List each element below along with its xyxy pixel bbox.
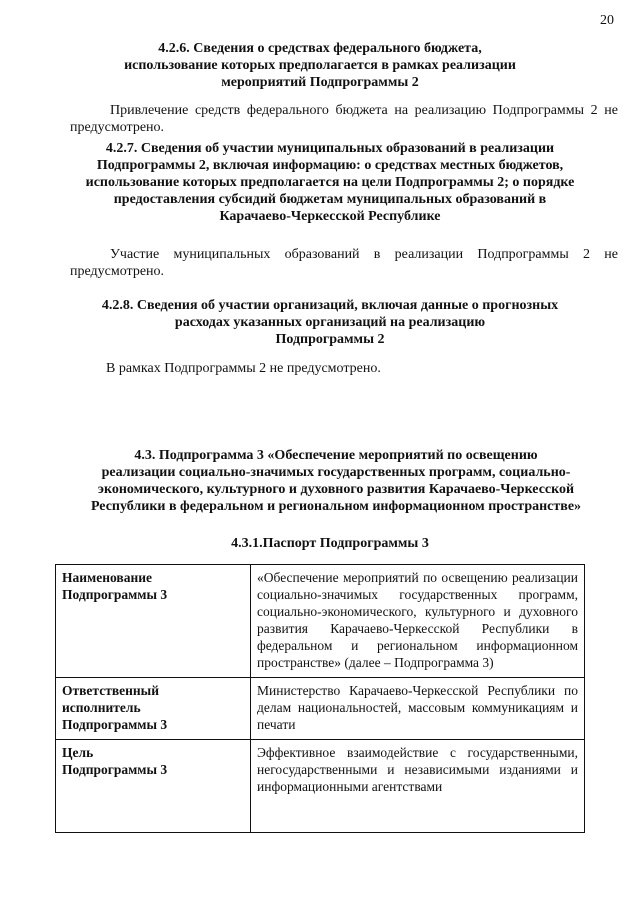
table-row (56, 565, 585, 678)
passport-value-executor: Министерство Карачаево-Черкесской Республики по делам национальностей, массовым коммуникациям и печати (251, 678, 585, 740)
section-4-2-8-heading: 4.2.8. Сведения об участии организаций, включая данные о прогнозных расходах указанных организаций на реализацию Подпрограммы 2 (101, 298, 559, 347)
table-row (56, 678, 585, 740)
passport-label-executor: Ответственный исполнитель Подпрограммы 3 (56, 678, 251, 740)
section-4-3-1-heading: 4.3.1.Паспорт Подпрограммы 3 (231, 536, 429, 551)
section-4-2-7-heading: 4.2.7. Сведения об участии муниципальных образований в реализации Подпрограммы 2, включая информацию: о средствах местных бюджетов, использование которых предполагается на цели Подпрограммы 2; о порядке предоставления субсидий бюджетам муниципальных образований в Карачаево-Черкесской Республике (85, 141, 575, 224)
section-4-3-heading: 4.3. Подпрограмма 3 «Обеспечение мероприятий по освещению реализации социально-значимых государственных программ, социально- экономического, культурного и духовного развития Карачаево-Черкесской Республики в федеральном и региональном информационном пространстве» (90, 448, 582, 514)
section-4-2-7-text: Участие муниципальных образований в реализации Подпрограммы 2 не предусмотрено. (70, 247, 618, 279)
passport-label-name: Наименование Подпрограммы 3 (56, 565, 251, 678)
table-row (56, 740, 585, 833)
passport-value-goal: Эффективное взаимодействие с государственными, негосударственными и независимыми изданиями и информационными агентствами (251, 740, 585, 833)
section-4-2-8-text: В рамках Подпрограммы 2 не предусмотрено. (106, 361, 381, 376)
page-number: 20 (600, 13, 614, 28)
passport-value-name: «Обеспечение мероприятий по освещению реализации социально-значимых государственных программ, социально-экономического, культурного и духовного развития Карачаево-Черкесской Республики в федеральном и региональном информационном пространстве» (далее – Подпрограмма 3) (251, 565, 585, 678)
section-4-2-6-text: Привлечение средств федерального бюджета на реализацию Подпрограммы 2 не предусмотрено. (70, 103, 618, 135)
passport-table (55, 564, 585, 833)
section-4-2-6-heading: 4.2.6. Сведения о средствах федерального бюджета, использование которых предполагается в рамках реализации мероприятий Подпрограммы 2 (124, 41, 516, 90)
passport-label-goal: Цель Подпрограммы 3 (56, 740, 251, 833)
